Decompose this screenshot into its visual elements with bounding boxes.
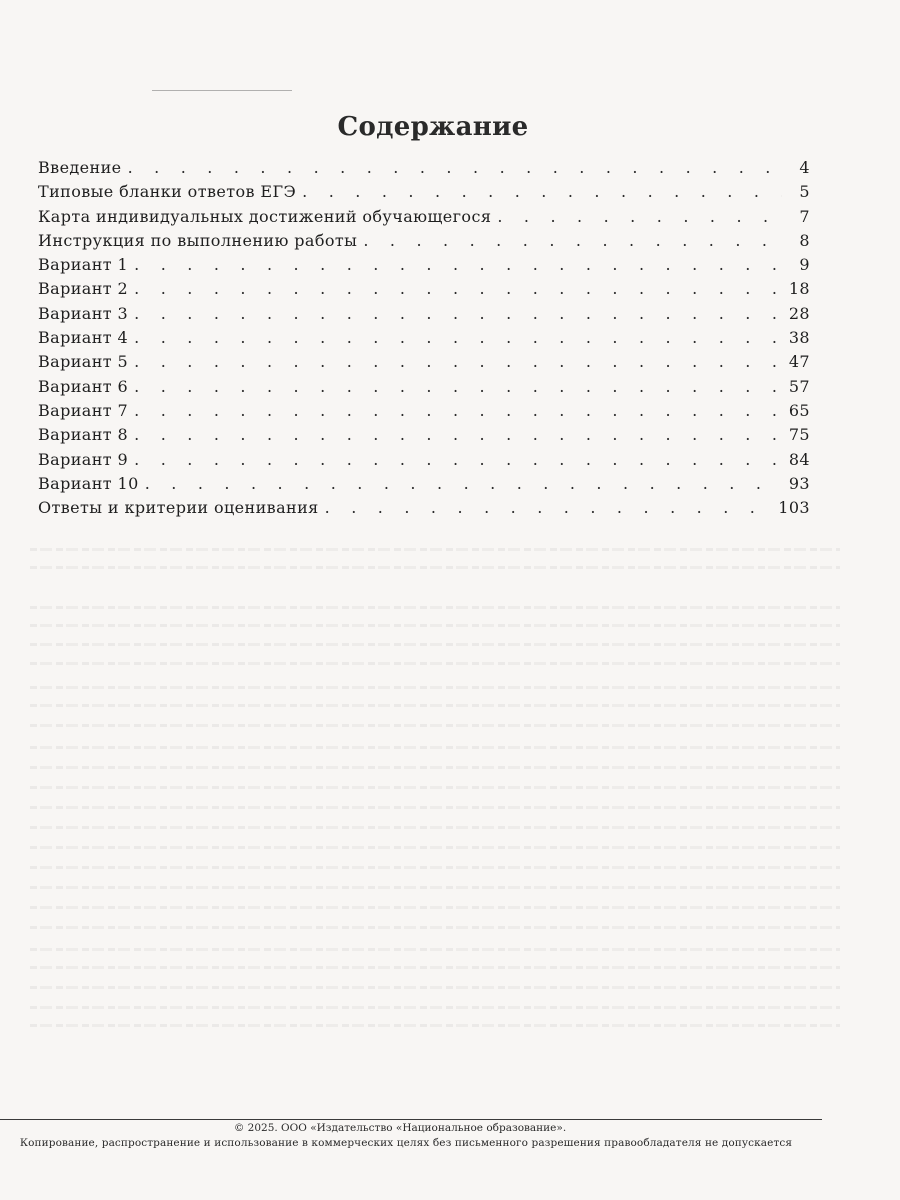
toc-entry-title: Вариант 3	[38, 303, 129, 323]
table-of-contents	[38, 158, 810, 522]
toc-entry-page-number: 38	[788, 328, 810, 348]
toc-entry	[38, 304, 810, 328]
toc-entry-title: Вариант 1	[38, 255, 129, 275]
toc-dot-leader	[302, 182, 782, 201]
top-rule	[152, 90, 292, 91]
toc-dot-leader	[363, 231, 782, 250]
toc-entry-page-number: 93	[788, 473, 810, 493]
toc-entry	[38, 352, 810, 376]
toc-entry-title: Типовые бланки ответов ЕГЭ	[38, 182, 297, 202]
toc-entry-title: Вариант 7	[38, 400, 129, 420]
toc-entry	[38, 182, 810, 206]
toc-entry	[38, 255, 810, 279]
toc-entry	[38, 498, 810, 522]
toc-dot-leader	[325, 498, 773, 517]
toc-entry-title: Карта индивидуальных достижений обучающегося	[38, 206, 492, 226]
toc-dot-leader	[134, 450, 782, 469]
toc-entry-page-number: 75	[788, 425, 810, 445]
toc-entry-page-number: 18	[788, 279, 810, 299]
toc-entry-page-number: 65	[788, 400, 810, 420]
toc-entry-page-number: 28	[788, 303, 810, 323]
footer-divider	[0, 1119, 822, 1120]
toc-entry-page-number: 47	[788, 352, 810, 372]
toc-dot-leader	[134, 401, 782, 420]
toc-entry	[38, 425, 810, 449]
toc-entry-page-number: 5	[799, 182, 810, 202]
toc-dot-leader	[497, 207, 782, 226]
toc-entry-title: Вариант 5	[38, 352, 129, 372]
toc-entry-page-number: 4	[799, 158, 810, 177]
copyright-notice: Копирование, распространение и использование в коммерческих целях без письменного разрешения правообладателя не допускается	[19, 1137, 793, 1149]
toc-entry-page-number: 9	[799, 255, 810, 275]
toc-entry	[38, 328, 810, 352]
toc-dot-leader	[134, 255, 782, 274]
toc-dot-leader	[134, 377, 782, 396]
toc-entry	[38, 474, 810, 498]
toc-entry-title: Вариант 4	[38, 328, 129, 348]
toc-entry-title: Вариант 8	[38, 425, 129, 445]
toc-entry	[38, 450, 810, 474]
copyright-line: © 2025. ООО «Издательство «Национальное образование».	[233, 1122, 567, 1134]
toc-dot-leader	[134, 304, 782, 323]
toc-dot-leader	[134, 352, 782, 371]
toc-entry-title: Вариант 6	[38, 376, 129, 396]
toc-entry-page-number: 84	[788, 449, 810, 469]
toc-dot-leader	[134, 425, 782, 444]
toc-dot-leader	[128, 158, 782, 177]
toc-entry	[38, 207, 810, 231]
toc-dot-leader	[134, 328, 782, 347]
toc-entry-page-number: 103	[778, 498, 810, 518]
toc-entry-title: Введение	[38, 158, 122, 177]
toc-entry	[38, 279, 810, 303]
toc-entry-title: Инструкция по выполнению работы	[38, 230, 358, 250]
toc-entry-title: Вариант 10	[38, 473, 139, 493]
toc-entry-title: Ответы и критерии оценивания	[38, 498, 319, 518]
toc-entry	[38, 158, 810, 182]
toc-entry-page-number: 57	[788, 376, 810, 396]
toc-dot-leader	[145, 474, 782, 493]
toc-entry	[38, 377, 810, 401]
toc-entry-page-number: 7	[799, 206, 810, 226]
toc-entry	[38, 231, 810, 255]
page-title: Содержание	[337, 112, 529, 142]
toc-entry	[38, 401, 810, 425]
toc-entry-page-number: 8	[799, 230, 810, 250]
toc-entry-title: Вариант 9	[38, 449, 129, 469]
toc-entry-title: Вариант 2	[38, 279, 129, 299]
toc-dot-leader	[134, 279, 782, 298]
